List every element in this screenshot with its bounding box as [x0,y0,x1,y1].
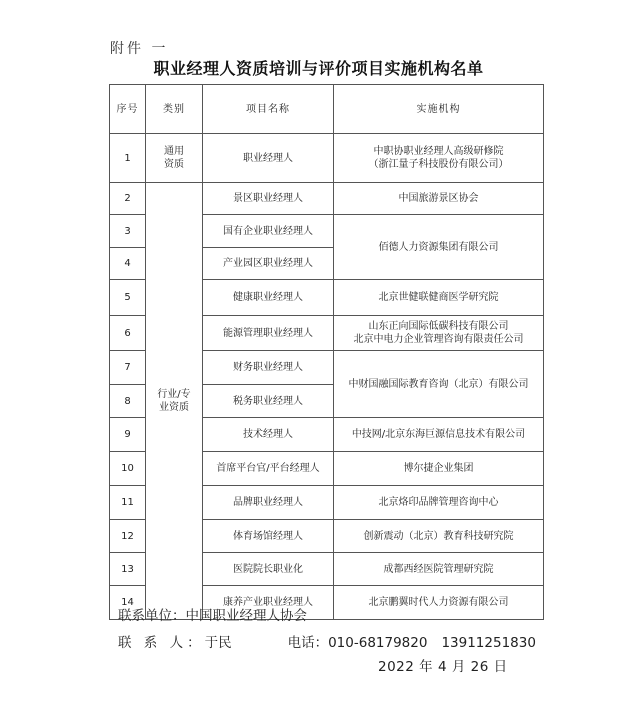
category-line: 行业/专 [157,389,191,400]
project-name: 医院院长职业化 [203,553,334,586]
row-no: 4 [110,248,146,280]
org-line: （浙江量子科技股份有限公司） [368,159,509,170]
org-name: 创新震动（北京）教育科技研究院 [334,520,544,553]
org-name: 博尔捷企业集团 [334,452,544,486]
table-row [110,183,544,215]
row-no: 3 [110,215,146,248]
project-name: 财务职业经理人 [203,351,334,385]
row-no: 1 [110,134,146,183]
contact-label: 联 系 人： [118,635,205,651]
contact-info [118,631,536,651]
row-no: 12 [110,520,146,553]
table-row [110,134,544,183]
mobile-number: 13911251830 [441,635,536,651]
category-line: 资质 [164,159,184,170]
project-name: 景区职业经理人 [203,183,334,215]
org-name [334,134,544,183]
attachment-label: 附件 一 [110,41,169,57]
row-no: 7 [110,351,146,385]
project-name: 体育场馆经理人 [203,520,334,553]
project-name: 能源管理职业经理人 [203,316,334,351]
row-no: 14 [110,586,146,620]
header-no: 序号 [110,85,146,134]
org-name: 北京鹏翼时代人力资源有限公司 [334,586,544,620]
row-no: 13 [110,553,146,586]
org-line: 中职协职业经理人高级研修院 [373,146,504,157]
org-name: 中国旅游景区协会 [334,183,544,215]
document-title: 职业经理人资质培训与评价项目实施机构名单 [153,59,484,78]
contact-name: 于民 [204,635,232,651]
category-industry [146,183,203,620]
project-name: 品牌职业经理人 [203,486,334,520]
project-name: 产业园区职业经理人 [203,248,334,280]
org-name: 佰德人力资源集团有限公司 [334,215,544,280]
project-name: 税务职业经理人 [203,385,334,418]
project-name: 技术经理人 [203,418,334,452]
org-name [334,316,544,351]
org-line: 北京中电力企业管理咨询有限责任公司 [353,334,524,345]
table-header-row [110,85,544,134]
project-name: 职业经理人 [203,134,334,183]
org-name: 中财国融国际教育咨询（北京）有限公司 [334,351,544,418]
org-name: 北京世健联健商医学研究院 [334,280,544,316]
org-name: 中技网/北京东海巨源信息技术有限公司 [334,418,544,452]
project-name: 康养产业职业经理人 [203,586,334,620]
org-name: 北京烙印品牌管理咨询中心 [334,486,544,520]
category-general [146,134,203,183]
phone-label: 电话： [287,635,329,651]
row-no: 10 [110,452,146,486]
org-line: 山东正向国际低碳科技有限公司 [368,321,509,332]
row-no: 6 [110,316,146,351]
project-name: 首席平台官/平台经理人 [203,452,334,486]
row-no: 9 [110,418,146,452]
contact-unit: 联系单位：中国职业经理人协会 [118,608,307,624]
project-name: 国有企业职业经理人 [203,215,334,248]
row-no: 5 [110,280,146,316]
category-line: 业资质 [159,402,189,413]
header-org: 实施机构 [334,85,544,134]
header-project: 项目名称 [203,85,334,134]
category-line: 通用 [164,146,184,157]
header-category: 类别 [146,85,203,134]
institution-table [109,84,544,620]
phone-number: 010-68179820 [328,635,428,651]
document-date: 2022 年 4 月 26 日 [378,659,508,675]
project-name: 健康职业经理人 [203,280,334,316]
org-name: 成都西经医院管理研究院 [334,553,544,586]
row-no: 2 [110,183,146,215]
row-no: 8 [110,385,146,418]
row-no: 11 [110,486,146,520]
